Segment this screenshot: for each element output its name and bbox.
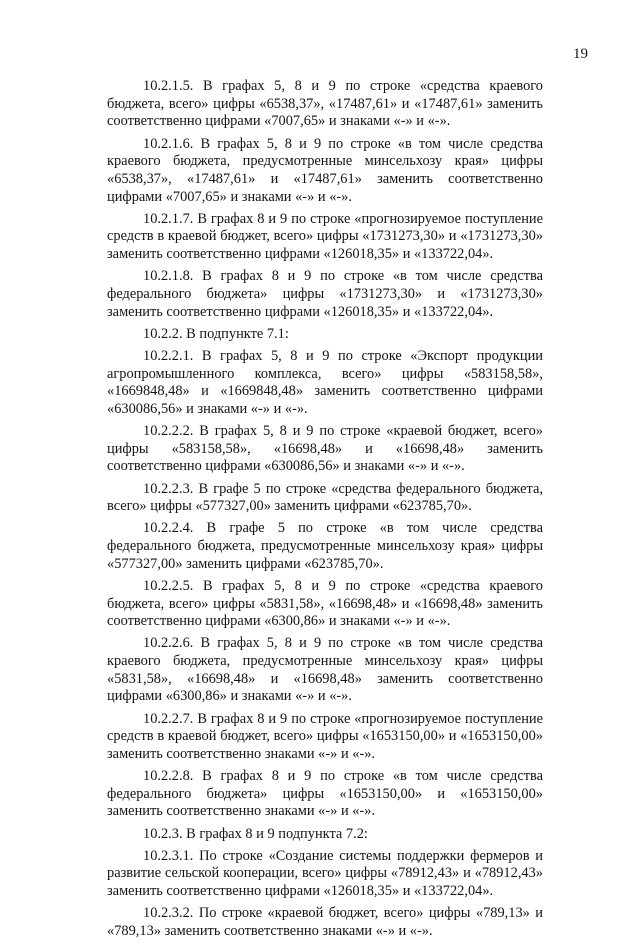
- paragraph: 10.2.1.8. В графах 8 и 9 по строке «в том числе средства федерального бюджета» цифры «1731273,30» и «1731273,30» заменить соответственно цифрами «126018,35» и «133722,04».: [107, 268, 543, 320]
- paragraph: 10.2.2.1. В графах 5, 8 и 9 по строке «Экспорт продукции агропромышленного комплекса, всего» цифры «583158,58», «1669848,48» и «1669848,48» заменить соответственно цифрами «630086,56» и знаками «-» и «-».: [107, 347, 543, 417]
- paragraph: 10.2.2.8. В графах 8 и 9 по строке «в том числе средства федерального бюджета» цифры «1653150,00» и «1653150,00» заменить соответственно знаками «-» и «-».: [107, 768, 543, 820]
- paragraph: 10.2.2.6. В графах 5, 8 и 9 по строке «в том числе средства краевого бюджета, предусмотренные минсельхозу края» цифры «5831,58», «16698,48» и «16698,48» заменить соответственно цифрами «6300,86» и знаками «-» и «-».: [107, 635, 543, 705]
- paragraph: 10.2.2.2. В графах 5, 8 и 9 по строке «краевой бюджет, всего» цифры «583158,58», «16698,48» и «16698,48» заменить соответственно цифрами «630086,56» и знаками «-» и «-».: [107, 423, 543, 475]
- paragraph: 10.2.3.1. По строке «Создание системы поддержки фермеров и развитие сельской кооперации, всего» цифры «78912,43» и «78912,43» заменить соответственно цифрами «126018,35» и «133722,04».: [107, 847, 543, 899]
- paragraph: 10.2.2.5. В графах 5, 8 и 9 по строке «средства краевого бюджета, всего» цифры «5831,58», «16698,48» и «16698,48» заменить соответственно цифрами «6300,86» и знаками «-» и «-».: [107, 577, 543, 630]
- document-body: [107, 78, 543, 945]
- paragraph: 10.2.1.5. В графах 5, 8 и 9 по строке «средства краевого бюджета, всего» цифры «6538,37», «17487,61» и «17487,61» заменить соответственно цифрами «7007,65» и знаками «-» и «-».: [107, 78, 543, 130]
- paragraph: 10.2.2.7. В графах 8 и 9 по строке «прогнозируемое поступление средств в краевой бюджет, всего» цифры «1653150,00» и «1653150,00» заменить соответственно знаками «-» и «-».: [107, 710, 543, 762]
- paragraph: 10.2.3.2. По строке «краевой бюджет, всего» цифры «789,13» и «789,13» заменить соответственно знаками «-» и «-».: [107, 905, 543, 939]
- page-number: 19: [573, 46, 588, 62]
- paragraph: 10.2.2.3. В графе 5 по строке «средства федерального бюджета, всего» цифры «577327,00» заменить цифрами «623785,70».: [107, 480, 543, 515]
- paragraph: 10.2.1.7. В графах 8 и 9 по строке «прогнозируемое поступление средств в краевой бюджет, всего» цифры «1731273,30» и «1731273,30» заменить соответственно цифрами «126018,35» и «133722,04».: [107, 210, 543, 263]
- paragraph: 10.2.3. В графах 8 и 9 подпункта 7.2:: [143, 825, 368, 842]
- paragraph: 10.2.1.6. В графах 5, 8 и 9 по строке «в том числе средства краевого бюджета, предусмотренные минсельхозу края» цифры «6538,37», «17487,61» и «17487,61» заменить соответственно цифрами «7007,65» и знаками «-» и «-».: [107, 135, 543, 205]
- paragraph: 10.2.2.4. В графе 5 по строке «в том числе средства федерального бюджета, предусмотренные минсельхозу края» цифры «577327,00» заменить цифрами «623785,70».: [107, 520, 543, 572]
- paragraph: 10.2.2. В подпункте 7.1:: [143, 325, 289, 342]
